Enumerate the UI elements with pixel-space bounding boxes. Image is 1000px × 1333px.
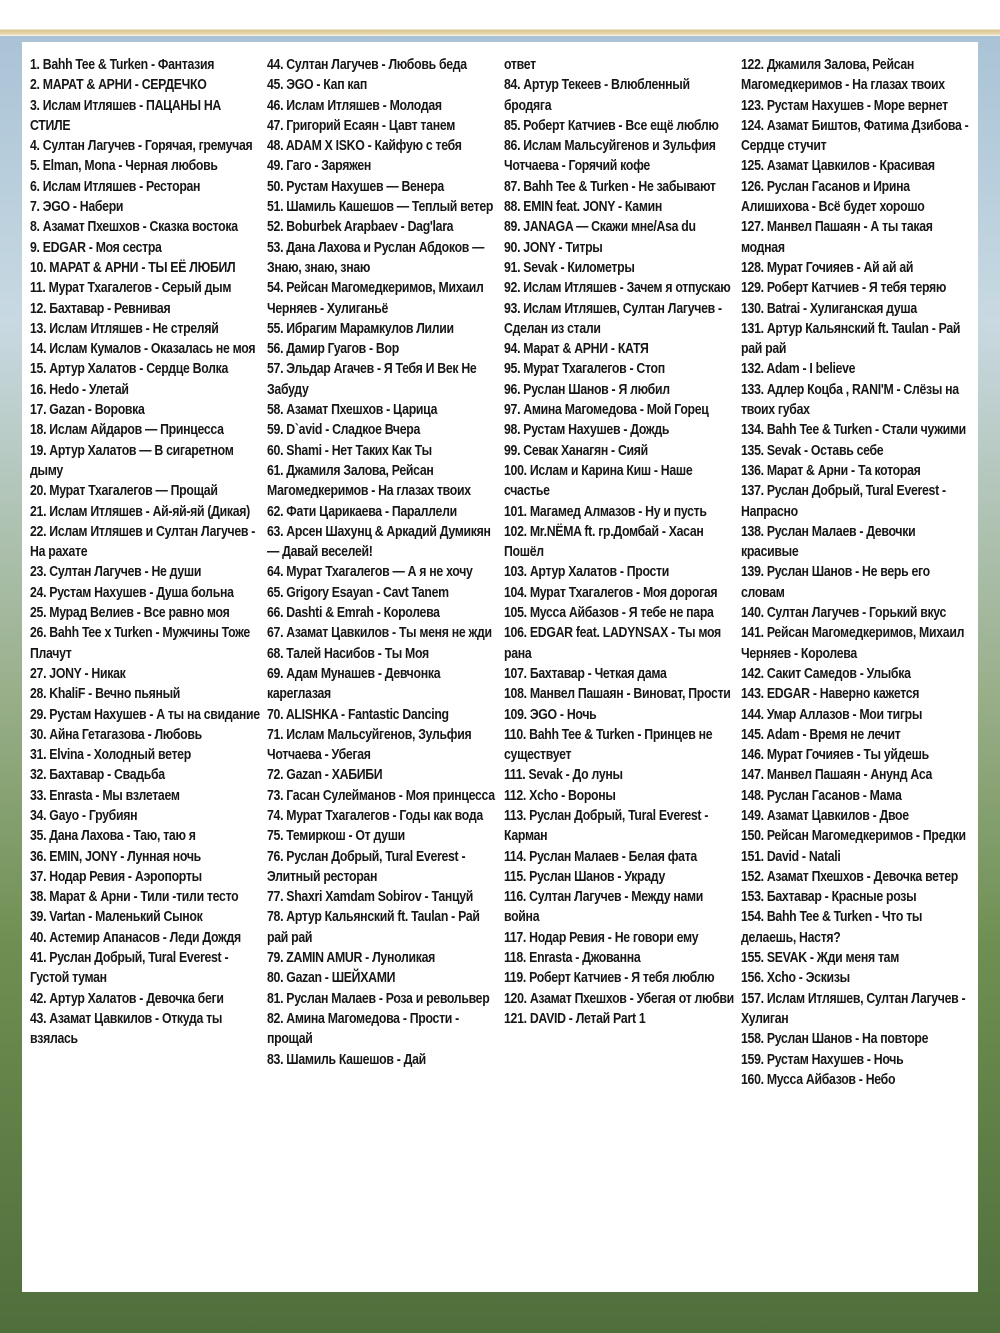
track-item: 135. Sevak - Оставь себе — [741, 442, 884, 459]
track-item: 76. Руслан Добрый, Tural Everest - Элитный ресторан — [267, 848, 466, 885]
track-item: 57. Эльдар Агачев - Я Тебя И Век Не Забуду — [267, 361, 477, 398]
track-item: 21. Ислам Итляшев - Ай-яй-яй (Дикая) — [30, 503, 250, 520]
track-item: 141. Рейсан Магомедкеримов, Михаил Черняев - Королева — [741, 625, 965, 662]
track-item: 119. Роберт Катчиев - Я тебя люблю — [504, 970, 715, 987]
track-item: 37. Нодар Ревия - Аэропорты — [30, 868, 202, 885]
track-item: 40. Астемир Апанасов - Леди Дождя — [30, 929, 241, 946]
track-item: 59. D`avid - Сладкое Вчера — [267, 422, 421, 439]
track-item: 120. Азамат Пхешхов - Убегая от любви — [504, 990, 734, 1007]
track-item: 113. Руслан Добрый, Tural Everest - Карман — [504, 807, 709, 845]
track-item: 31. Elvina - Холодный ветер — [30, 747, 191, 764]
track-item: 75. Темиркош - От души — [267, 828, 405, 845]
track-item: 155. SEVAK - Жди меня там — [741, 950, 899, 967]
track-item: 136. Марат & Арни - Та которая — [741, 462, 921, 479]
track-item: 19. Артур Халатов — В сигаретном дыму — [30, 442, 234, 479]
track-item: 154. Bahh Tee & Turken - Что ты делаешь, Настя? — [741, 909, 923, 946]
track-item: 93. Ислам Итляшев, Султан Лагучев - Сделан из стали — [504, 300, 722, 337]
track-item: 63. Арсен Шахунц & Аркадий Думикян — Давай веселей! — [267, 523, 491, 561]
track-item: 96. Руслан Шанов - Я любил — [504, 381, 670, 398]
track-item: 26. Bahh Tee x Turken - Мужчины Тоже Плачут — [30, 625, 250, 662]
track-item: 35. Дана Лахова - Таю, таю я — [30, 828, 196, 845]
track-item: 44. Султан Лагучев - Любовь беда — [267, 57, 467, 73]
track-item: 7. ЭGO - Набери — [30, 199, 124, 216]
track-item: 107. Бахтавар - Четкая дама — [504, 665, 667, 682]
track-item: 99. Севак Ханагян - Сияй — [504, 442, 648, 459]
track-item: 90. JONY - Титры — [504, 239, 603, 256]
track-item: 77. Shaxri Xamdam Sobirov - Танцуй — [267, 889, 474, 906]
track-item: 16. Hedo - Улетай — [30, 381, 129, 398]
track-item: 137. Руслан Добрый, Tural Everest - Напрасно — [741, 483, 946, 520]
track-item: 105. Мусса Айбазов - Я тебе не пара — [504, 605, 714, 622]
track-item: 46. Ислам Итляшев - Молодая — [267, 97, 442, 114]
track-item: 148. Руслан Гасанов - Мама — [741, 787, 902, 804]
track-item: 83. Шамиль Кашешов - Дай — [267, 1051, 426, 1068]
track-item: 91. Sevak - Километры — [504, 259, 635, 276]
track-item: 56. Дамир Гуагов - Вор — [267, 341, 399, 358]
track-item: 8. Азамат Пхешхов - Сказка востока — [30, 219, 238, 236]
track-item: 20. Мурат Тхагалегов — Прощай — [30, 483, 218, 500]
track-item: 62. Фати Царикаева - Параллели — [267, 503, 457, 520]
track-item: 51. Шамиль Кашешов — Теплый ветер — [267, 199, 494, 216]
track-item: 73. Гасан Сулейманов - Моя принцесса — [267, 787, 495, 804]
track-item: 129. Роберт Катчиев - Я тебя теряю — [741, 280, 947, 297]
column-3 — [504, 55, 741, 1265]
track-item: 101. Магамед Алмазов - Ну и пусть — [504, 503, 707, 520]
track-item: 142. Сакит Самедов - Улыбка — [741, 665, 911, 682]
track-item: 54. Рейсан Магомедкеримов, Михаил Черняев - Хулиганьё — [267, 280, 484, 317]
track-item: 58. Азамат Пхешхов - Царица — [267, 402, 438, 419]
track-item: 48. ADAM X ISKO - Кайфую с тебя — [267, 138, 462, 155]
track-item: 144. Умар Аллазов - Мои тигры — [741, 706, 923, 723]
track-item: 33. Enrasta - Мы взлетаем — [30, 787, 180, 804]
track-item: 4. Султан Лагучев - Горячая, гремучая — [30, 138, 253, 155]
track-item: 67. Азамат Цавкилов - Ты меня не жди — [267, 625, 492, 642]
track-item: 3. Ислам Итляшев - ПАЦАНЫ НА СТИЛЕ — [30, 97, 222, 134]
track-item: 11. Мурат Тхагалегов - Серый дым — [30, 280, 232, 297]
track-item: 43. Азамат Цавкилов - Откуда ты взялась — [30, 1010, 223, 1048]
track-item: 86. Ислам Мальсуйгенов и Зульфия Чотчаева - Горячий кофе — [504, 138, 716, 175]
track-item: 124. Азамат Биштов, Фатима Дзибова - Сердце стучит — [741, 117, 969, 155]
track-item: 17. Gazan - Воровка — [30, 402, 145, 419]
track-item: 95. Мурат Тхагалегов - Стоп — [504, 361, 665, 378]
track-item: 94. Марат & АРНИ - КАТЯ — [504, 341, 649, 358]
track-item: 71. Ислам Мальсуйгенов, Зульфия Чотчаева - Убегая — [267, 726, 472, 764]
track-item: 112. Xcho - Вороны — [504, 787, 616, 804]
track-item: 39. Vartan - Маленький Сынок — [30, 909, 203, 926]
track-item: 104. Мурат Тхагалегов - Моя дорогая — [504, 584, 718, 601]
track-item: 60. Shami - Нет Таких Как Ты — [267, 442, 432, 459]
track-item: 69. Адам Мунашев - Девчонка кареглазая — [267, 665, 441, 703]
track-item: 123. Рустам Нахушев - Море вернет — [741, 97, 948, 114]
track-item: 14. Ислам Кумалов - Оказалась не моя — [30, 341, 256, 358]
track-item: 72. Gazan - ХАБИБИ — [267, 767, 383, 784]
track-item: 52. Boburbek Arapbaev - Dag'lara — [267, 219, 454, 236]
track-item: 98. Рустам Нахушев - Дождь — [504, 422, 670, 439]
track-item: 103. Артур Халатов - Прости — [504, 564, 670, 581]
track-item: 97. Амина Магомедова - Мой Горец — [504, 402, 709, 419]
track-item: 158. Руслан Шанов - На повторе — [741, 1031, 929, 1048]
track-item: 133. Адлер Коцба , RANI'M - Слёзы на твоих губах — [741, 381, 959, 419]
track-item: 84. Артур Текеев - Влюбленный бродяга — [504, 77, 690, 114]
track-item: 61. Джамиля Залова, Рейсан Магомедкеримов - На глазах твоих — [267, 462, 471, 500]
track-item: 45. ЭGO - Кап кап — [267, 77, 367, 94]
track-item: 2. МАРАТ & АРНИ - СЕРДЕЧКО — [30, 77, 207, 94]
track-item: 88. EMIN feat. JONY - Камин — [504, 199, 662, 216]
track-item: 24. Рустам Нахушев - Душа больна — [30, 584, 234, 601]
track-item: 127. Манвел Пашаян - А ты такая модная — [741, 219, 933, 256]
track-item: 64. Мурат Тхагалегов — А я не хочу — [267, 564, 473, 581]
track-item: 49. Гаго - Заряжен — [267, 158, 372, 175]
track-item: 28. KhaliF - Вечно пьяный — [30, 686, 181, 703]
track-item: 126. Руслан Гасанов и Ирина Алишихова - Всё будет хорошо — [741, 178, 925, 216]
track-item: 27. JONY - Никак — [30, 665, 126, 682]
track-item: 23. Султан Лагучев - Не души — [30, 564, 202, 581]
track-item: 9. EDGAR - Моя сестра — [30, 239, 162, 256]
track-item: 41. Руслан Добрый, Tural Everest - Густой туман — [30, 950, 229, 987]
track-item: 121. DAVID - Летай Part 1 — [504, 1010, 646, 1027]
track-item: 111. Sevak - До луны — [504, 767, 623, 784]
track-item: 108. Манвел Пашаян - Виноват, Прости — [504, 686, 731, 703]
track-item: 79. ZAMIN AMUR - Луноликая — [267, 950, 436, 967]
track-item: 65. Grigory Esayan - Cavt Tanem — [267, 584, 449, 601]
track-item: 157. Ислам Итляшев, Султан Лагучев - Хулиган — [741, 990, 966, 1027]
track-item: 30. Айна Гетагазова - Любовь — [30, 726, 202, 743]
track-item: 12. Бахтавар - Ревнивая — [30, 300, 171, 317]
track-item: 156. Xcho - Эскизы — [741, 970, 850, 987]
track-item: 114. Руслан Малаев - Белая фата — [504, 848, 697, 865]
track-item: 18. Ислам Айдаров — Принцесса — [30, 422, 224, 439]
track-item: 10. МАРАТ & АРНИ - ТЫ ЕЁ ЛЮБИЛ — [30, 259, 236, 276]
track-item: 159. Рустам Нахушев - Ночь — [741, 1051, 904, 1068]
track-item: 1. Bahh Tee & Turken - Фантазия — [30, 57, 215, 73]
track-item: 153. Бахтавар - Красные розы — [741, 889, 917, 906]
track-item: 122. Джамиля Залова, Рейсан Магомедкеримов - На глазах твоих — [741, 57, 945, 94]
track-item: 106. EDGAR feat. LADYNSAX - Ты моя рана — [504, 625, 721, 662]
track-item: 102. Mr.NЁMA ft. гр.Домбай - Хасан Пошёл — [504, 523, 704, 561]
track-item: 110. Bahh Tee & Turken - Принцев не существует — [504, 726, 713, 764]
track-item: 109. ЭGO - Ночь — [504, 706, 597, 723]
track-item: 25. Мурад Велиев - Все равно моя — [30, 605, 230, 622]
track-item: 150. Рейсан Магомедкеримов - Предки — [741, 828, 966, 845]
tracklist — [30, 55, 980, 1265]
track-item: 134. Bahh Tee & Turken - Стали чужими — [741, 422, 966, 439]
track-item: 55. Ибрагим Марамкулов Лилии — [267, 320, 454, 337]
track-item: 42. Артур Халатов - Девочка беги — [30, 990, 224, 1007]
track-item: 149. Азамат Цавкилов - Двое — [741, 807, 909, 824]
track-item: 70. ALISHKA - Fantastic Dancing — [267, 706, 449, 723]
track-item: 138. Руслан Малаев - Девочки красивые — [741, 523, 916, 561]
track-item: 68. Талей Насибов - Ты Моя — [267, 645, 429, 662]
track-item: 160. Мусса Айбазов - Небо — [741, 1071, 896, 1088]
track-item: 147. Манвел Пашаян - Анунд Аса — [741, 767, 933, 784]
track-item: 130. Batrai - Хулиганская душа — [741, 300, 917, 317]
track-item: 47. Григорий Есаян - Цавт танем — [267, 117, 455, 134]
track-item: 29. Рустам Нахушев - А ты на свидание — [30, 706, 260, 723]
track-item: 36. EMIN, JONY - Лунная ночь — [30, 848, 201, 865]
track-item: 151. David - Natali — [741, 848, 841, 865]
track-item: 87. Bahh Tee & Turken - Не забывают — [504, 178, 716, 195]
track-item: 34. Gayo - Грубиян — [30, 807, 138, 824]
track-item: 132. Adam - I believe — [741, 361, 856, 378]
track-item: 22. Ислам Итляшев и Султан Лагучев - На рахате — [30, 523, 256, 561]
track-item: 74. Мурат Тхагалегов - Годы как вода — [267, 807, 483, 824]
track-item: 117. Нодар Ревия - Не говори ему — [504, 929, 699, 946]
track-item: 80. Gazan - ШЕЙХАМИ — [267, 970, 396, 987]
track-item: 82. Амина Магомедова - Прости - прощай — [267, 1010, 459, 1048]
column-1 — [30, 55, 267, 1265]
track-item: 128. Мурат Гочияев - Ай ай ай — [741, 259, 914, 276]
track-item: 145. Adam - Время не лечит — [741, 726, 901, 743]
track-item: 116. Султан Лагучев - Между нами война — [504, 889, 704, 926]
track-item: 118. Enrasta - Джованна — [504, 950, 641, 967]
track-item: 131. Артур Кальянский ft. Taulan - Рай рай рай — [741, 320, 961, 358]
track-item: 139. Руслан Шанов - Не верь его словам — [741, 564, 930, 601]
track-item: 125. Азамат Цавкилов - Красивая — [741, 158, 935, 175]
track-item: 15. Артур Халатов - Сердце Волка — [30, 361, 229, 378]
column-4 — [741, 55, 978, 1265]
track-item: 85. Роберт Катчиев - Все ещё люблю — [504, 117, 719, 134]
track-item: 100. Ислам и Карина Киш - Наше счастье — [504, 462, 693, 500]
track-item: 32. Бахтавар - Свадьба — [30, 767, 165, 784]
track-item: 89. JANAGA — Скажи мне/Asa du — [504, 219, 696, 236]
track-item: 5. Elman, Mona - Черная любовь — [30, 158, 218, 175]
track-item: 53. Дана Лахова и Руслан Абдоков — Знаю, знаю, знаю — [267, 239, 485, 276]
track-item: 78. Артур Кальянский ft. Taulan - Рай рай рай — [267, 909, 480, 946]
track-item: 115. Руслан Шанов - Украду — [504, 868, 665, 885]
track-item: 140. Султан Лагучев - Горький вкус — [741, 605, 947, 622]
track-item: 143. EDGAR - Наверно кажется — [741, 686, 920, 703]
track-item: 38. Марат & Арни - Тили -тили тесто — [30, 889, 239, 906]
track-item: 66. Dashti & Emrah - Королева — [267, 605, 440, 622]
track-item: ответ — [504, 57, 536, 73]
column-2 — [267, 55, 504, 1265]
track-item: 50. Рустам Нахушев — Венера — [267, 178, 444, 195]
track-item: 146. Мурат Гочияев - Ты уйдешь — [741, 747, 929, 764]
track-item: 152. Азамат Пхешхов - Девочка ветер — [741, 868, 959, 885]
track-item: 81. Руслан Малаев - Роза и револьвер — [267, 990, 490, 1007]
track-item: 92. Ислам Итляшев - Зачем я отпускаю — [504, 280, 731, 297]
track-item: 13. Ислам Итляшев - Не стреляй — [30, 320, 219, 337]
track-item: 6. Ислам Итляшев - Ресторан — [30, 178, 201, 195]
